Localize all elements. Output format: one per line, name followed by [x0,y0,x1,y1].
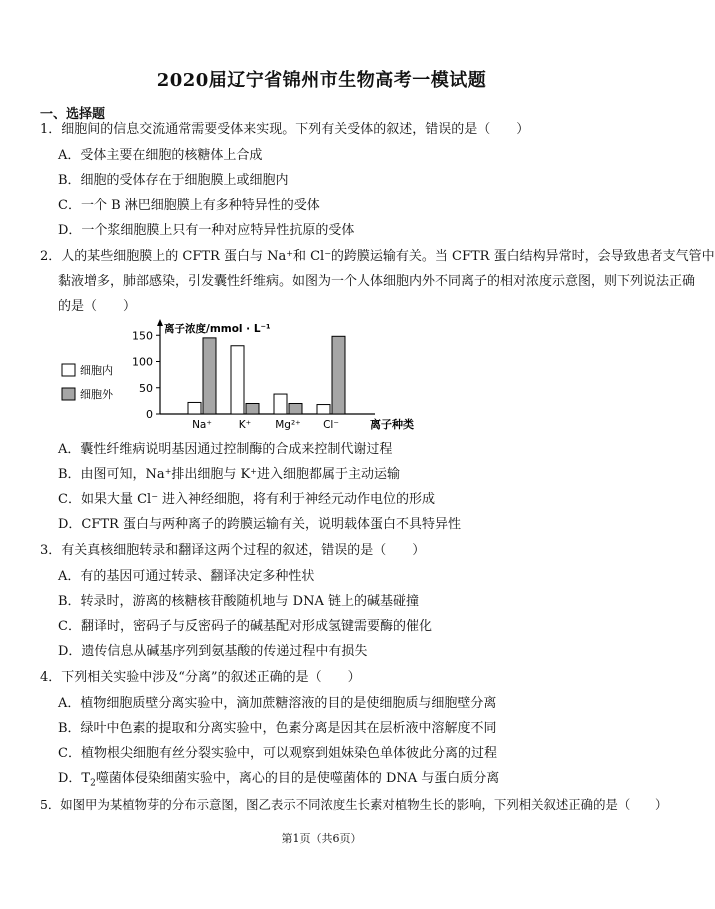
q1-option-a: A．受体主要在细胞的核糖体上合成 [58,148,263,163]
q3-option-b: B．转录时，游离的核糖核苷酸随机地与 DNA 链上的碱基碰撞 [58,594,420,609]
legend-swatch [62,364,75,376]
q3-option-c: C．翻译时，密码子与反密码子的碱基配对形成氢键需要酶的催化 [58,619,432,634]
y-tick-label: 0 [146,408,153,421]
y-tick-label: 150 [132,329,153,343]
q4-option-d: D．$T_2$噬菌体侵染细菌实验中，离心的目的是使噬菌体的 DNA 与蛋白质分离 [58,771,500,789]
q1-option-b: B．细胞的受体存在于细胞膜上或细胞内 [58,173,289,188]
bar-inside [274,394,287,414]
bar-inside [188,402,201,414]
x-tick-label: K⁺ [238,419,252,431]
x-tick-label: Mg²⁺ [275,419,301,431]
bar-outside [332,336,345,414]
q2-option-b: B．由图可知，Na+排出细胞与 K+进入细胞都属于主动运输 [58,467,400,482]
bar-outside [203,338,216,414]
bar-inside [231,346,244,414]
page-footer: 第1页（共6页） [281,832,362,845]
legend-label: 细胞内 [80,364,113,377]
q1-option-c: C．一个 B 淋巴细胞膜上有多种特异性的受体 [58,198,320,213]
y-axis-arrow [157,319,163,326]
question-3-stem: 3．有关真核细胞转录和翻译这两个过程的叙述，错误的是（ ） [40,543,426,558]
q2-option-a: A．囊性纤维病说明基因通过控制酶的合成来控制代谢过程 [58,442,393,457]
question-1-stem: 1．细胞间的信息交流通常需要受体来实现。下列有关受体的叙述，错误的是（ ） [40,122,530,137]
legend-swatch [62,388,75,400]
x-axis-label: 离子种类 [370,418,414,431]
bar-inside [317,405,330,414]
y-tick-label: 100 [132,355,153,369]
q2-option-c: C．如果大量 Cl− 进入神经细胞，将有利于神经元动作电位的形成 [58,492,436,507]
question-5-stem: 5．如图甲为某植物芽的分布示意图，图乙表示不同浓度生长素对植物生长的影响，下列相关叙述正确的是（ ） [40,797,668,812]
bar-outside [289,404,302,415]
x-tick-label: Na⁺ [192,419,212,431]
page-title: 2020届辽宁省锦州市生物高考一模试题 [156,70,487,91]
ion-concentration-chart [40,316,440,434]
q1-option-d: D．一个浆细胞膜上只有一种对应特异性抗原的受体 [58,223,355,238]
section-heading: 一、选择题 [40,107,106,122]
q4-option-b: B．绿叶中色素的提取和分离实验中，色素分离是因其在层析液中溶解度不同 [58,721,497,736]
legend-label: 细胞外 [80,388,113,401]
q4-option-c: C．植物根尖细胞有丝分裂实验中，可以观察到姐妹染色单体彼此分离的过程 [58,746,497,761]
q2-option-d: D．CFTR 蛋白与两种离子的跨膜运输有关，说明载体蛋白不具特异性 [58,517,461,532]
question-4-stem: 4．下列相关实验中涉及“分离”的叙述正确的是（ ） [40,670,361,685]
q4-option-a: A．植物细胞质壁分离实验中，滴加蔗糖溶液的目的是使细胞质与细胞壁分离 [58,696,497,711]
question-2-stem-line3: 的是（ ） [58,299,137,314]
y-tick-label: 50 [139,381,153,395]
y-axis-label: 离子浓度/mmol · L⁻¹ [164,323,271,335]
question-2-stem-line2: 黏液增多，肺部感染，引发囊性纤维病。如图为一个人体细胞内外不同离子的相对浓度示意图，则下列说法正确 [58,274,696,289]
bar-outside [246,404,259,415]
x-tick-label: Cl⁻ [323,419,339,431]
q3-option-a: A．有的基因可通过转录、翻译决定多种性状 [58,569,315,584]
q3-option-d: D．遗传信息从碱基序列到氨基酸的传递过程中有损失 [58,644,368,659]
question-2-stem: 2．人的某些细胞膜上的 CFTR 蛋白与 Na+和 Cl−的跨膜运输有关。当 CFTR 蛋白结构异常时，会导致患者支气管中 [40,249,715,264]
